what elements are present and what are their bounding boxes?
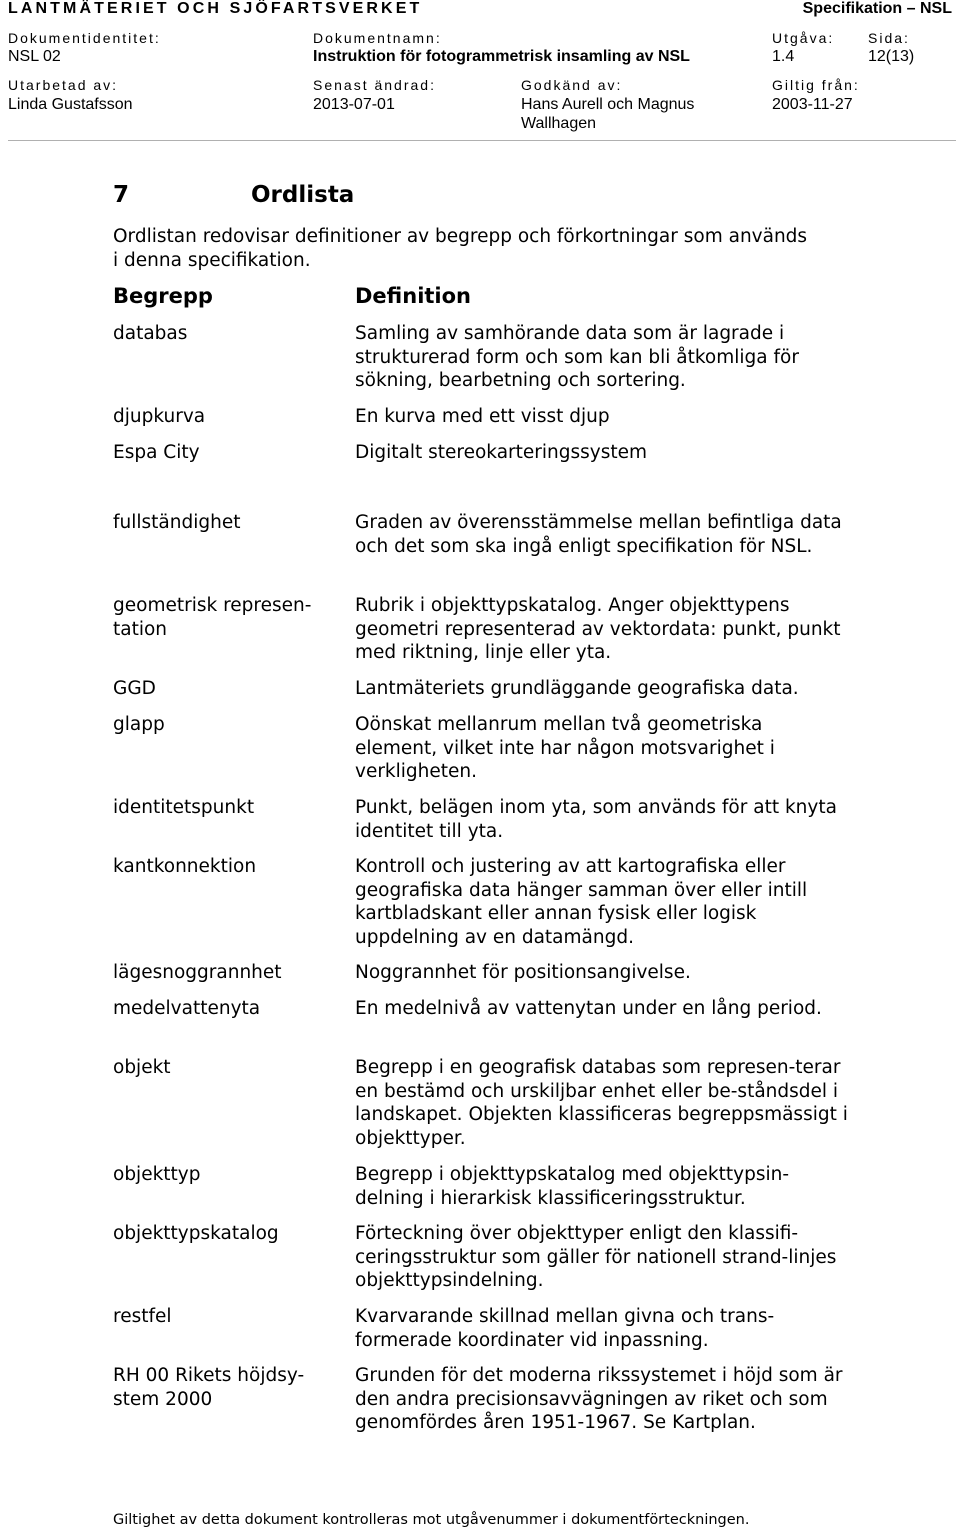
glossary-definition: En medelnivå av vattenytan under en lång period.	[355, 998, 822, 1019]
glossary-definition: Kontroll och justering av att kartografiska eller geografiska data hänger samman över eller intill kartbladskant eller annan fysisk eller logisk uppdelning av en datamängd.	[355, 856, 808, 948]
column-heading-definition: Definition	[355, 284, 472, 308]
header-divider	[8, 140, 956, 141]
glossary-definition: Graden av överensstämmelse mellan befintliga data och det som ska ingå enligt specifikation för NSL.	[355, 512, 842, 557]
approved-value-line2: Wallhagen	[521, 115, 597, 132]
section-number: 7	[113, 182, 130, 208]
valid-from-label: Giltig från:	[772, 77, 860, 93]
section-title: Ordlista	[251, 182, 355, 208]
glossary-term: GGD	[113, 678, 156, 699]
section-intro: Ordlistan redovisar definitioner av begrepp och förkortningar som används i denna specifikation.	[113, 226, 808, 271]
glossary-term: objekttyp	[113, 1164, 201, 1185]
glossary-term: medelvattenyta	[113, 998, 261, 1019]
edition-label: Utgåva:	[772, 30, 835, 46]
approved-value-line1: Hans Aurell och Magnus	[521, 96, 695, 113]
doc-id-value: NSL 02	[8, 48, 61, 65]
glossary-term: identitetspunkt	[113, 797, 255, 818]
valid-from-value: 2003-11-27	[772, 96, 853, 113]
glossary-term: glapp	[113, 714, 165, 735]
column-heading-term: Begrepp	[113, 284, 213, 308]
edition-value: 1.4	[772, 48, 795, 65]
glossary-definition: Grunden för det moderna rikssystemet i höjd som är den andra precisionsavvägningen av riket och som genomfördes åren 1951-1967. Se Kartplan.	[355, 1365, 843, 1433]
glossary-definition: Lantmäteriets grundläggande geografiska data.	[355, 678, 799, 699]
approved-label: Godkänd av:	[521, 77, 623, 93]
glossary-definition: Punkt, belägen inom yta, som används för att knyta identitet till yta.	[355, 797, 837, 842]
glossary-term: objekt	[113, 1057, 171, 1078]
glossary-definition: Noggrannhet för positionsangivelse.	[355, 962, 691, 983]
changed-label: Senast ändrad:	[313, 77, 436, 93]
glossary-definition: Begrepp i en geografisk databas som represen-terar en bestämd och urskiljbar enhet eller be-ståndsdel i landskapet. Objekten klassificeras begreppsmässigt i objekttyper.	[355, 1057, 848, 1149]
changed-value: 2013-07-01	[313, 96, 395, 113]
page-label: Sida:	[868, 30, 910, 46]
glossary-term: objekttypskatalog	[113, 1223, 279, 1244]
author-value: Linda Gustafsson	[8, 96, 133, 113]
glossary-definition: En kurva med ett visst djup	[355, 406, 610, 427]
glossary-term: databas	[113, 323, 188, 344]
glossary-definition: Begrepp i objekttypskatalog med objekttypsin-delning i hierarkisk klassificeringsstruktur.	[355, 1164, 790, 1209]
glossary-term: RH 00 Rikets höjdsy-stem 2000	[113, 1365, 305, 1410]
glossary-definition: Kvarvarande skillnad mellan givna och trans-formerade koordinater vid inpassning.	[355, 1306, 775, 1351]
glossary-term: restfel	[113, 1306, 172, 1327]
glossary-definition: Rubrik i objekttypskatalog. Anger objekttypens geometri representerad av vektordata: punkt, punkt med riktning, linje eller yta.	[355, 595, 841, 663]
glossary-term: geometrisk represen-tation	[113, 595, 312, 640]
glossary-definition: Förteckning över objekttyper enligt den klassifi-ceringsstruktur som gäller för nationell strand-linjes objekttypsindelning.	[355, 1223, 837, 1291]
glossary-term: Espa City	[113, 442, 200, 463]
section-heading	[113, 182, 354, 208]
glossary-definition: Samling av samhörande data som är lagrade i strukturerad form och som kan bli åtkomliga för sökning, bearbetning och sortering.	[355, 323, 799, 391]
glossary-term: lägesnoggrannhet	[113, 962, 282, 983]
author-label: Utarbetad av:	[8, 77, 119, 93]
glossary-term: djupkurva	[113, 406, 206, 427]
doc-name-value: Instruktion för fotogrammetrisk insamling av NSL	[313, 48, 690, 65]
page-value: 12(13)	[868, 48, 915, 65]
organization-name: LANTMÄTERIET OCH SJÖFARTSVERKET	[8, 0, 423, 17]
glossary-term: kantkonnektion	[113, 856, 257, 877]
glossary-definition: Digitalt stereokarteringssystem	[355, 442, 648, 463]
doc-name-label: Dokumentnamn:	[313, 30, 442, 46]
doc-id-label: Dokumentidentitet:	[8, 30, 161, 46]
specification-title: Specifikation – NSL	[802, 0, 952, 17]
glossary-definition: Oönskat mellanrum mellan två geometriska element, vilket inte har någon motsvarighet i verkligheten.	[355, 714, 775, 782]
document-footer: Giltighet av detta dokument kontrolleras mot utgåvenummer i dokumentförteckningen.	[113, 1512, 750, 1528]
glossary-term: fullständighet	[113, 512, 241, 533]
